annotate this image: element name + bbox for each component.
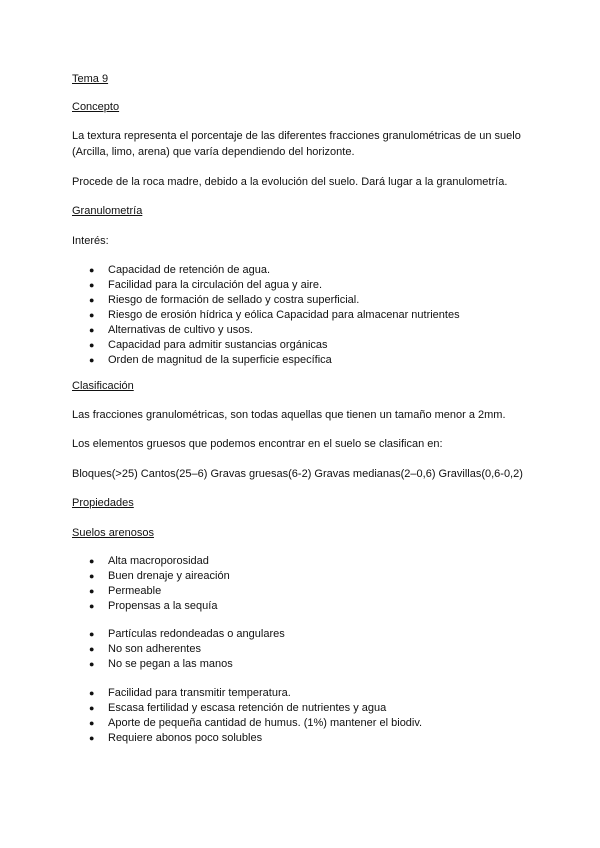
list-item: ● Capacidad de retención de agua. [89,264,271,276]
list-item: ● Buen drenaje y aireación [89,570,230,582]
list-item: ● No se pegan a las manos [89,658,233,670]
bullet-icon: ● [89,295,95,305]
bullet-icon: ● [89,718,95,728]
list-item: ● Orden de magnitud de la superficie específica [89,354,332,366]
doc-title: Tema 9 [72,73,109,85]
arenosos-list-2 [72,627,285,672]
clasificacion-paragraph-1: Las fracciones granulométricas, son todas aquellas que tienen un tamaño menor a 2mm. [72,409,506,421]
list-item: ● Requiere abonos poco solubles [89,732,263,744]
bullet-icon: ● [89,733,95,743]
bullet-icon: ● [89,556,95,566]
bullet-icon: ● [89,601,95,611]
concepto-paragraph-2: Procede de la roca madre, debido a la evolución del suelo. Dará lugar a la granulometría. [72,176,508,188]
list-item: ● Capacidad para admitir sustancias orgánicas [89,339,328,351]
bullet-icon: ● [89,688,95,698]
list-item: ● Escasa fertilidad y escasa retención de nutrientes y agua [89,702,387,714]
bullet-icon: ● [89,644,95,654]
list-item: ● Riesgo de formación de sellado y costra superficial. [89,294,360,306]
bullet-icon: ● [89,629,95,639]
clasificacion-paragraph-2: Los elementos gruesos que podemos encontrar en el suelo se clasifican en: [72,438,443,450]
list-item: ● Facilidad para transmitir temperatura. [89,687,291,699]
list-item: ● Riesgo de erosión hídrica y eólica Capacidad para almacenar nutrientes [89,309,460,321]
interes-list [72,263,460,368]
bullet-icon: ● [89,586,95,596]
propiedades-heading: Propiedades [72,497,134,509]
granulometria-heading: Granulometría [72,205,143,217]
list-item: ● Partículas redondeadas o angulares [89,628,285,640]
list-item: ● Propensas a la sequía [89,600,218,612]
list-item: ● Alternativas de cultivo y usos. [89,324,253,336]
list-item: ● Permeable [89,585,162,597]
bullet-icon: ● [89,571,95,581]
list-item: ● No son adherentes [89,643,201,655]
clasificacion-heading: Clasificación [72,380,134,392]
bullet-icon: ● [89,325,95,335]
suelos-arenosos-heading: Suelos arenosos [72,527,154,539]
bullet-icon: ● [89,265,95,275]
concepto-heading: Concepto [72,101,120,113]
list-item: ● Facilidad para la circulación del agua y aire. [89,279,323,291]
bullet-icon: ● [89,355,95,365]
bullet-icon: ● [89,280,95,290]
list-item: ● Aporte de pequeña cantidad de humus. (1%) mantener el biodiv. [89,717,423,729]
bullet-icon: ● [89,310,95,320]
bullet-icon: ● [89,703,95,713]
concepto-paragraph-line-2: (Arcilla, limo, arena) que varía dependiendo del horizonte. [72,146,355,158]
bullet-icon: ● [89,659,95,669]
arenosos-list-1 [72,554,230,614]
arenosos-list-3 [72,686,422,746]
clasificacion-paragraph-3: Bloques(>25) Cantos(25–6) Gravas gruesas(6-2) Gravas medianas(2–0,6) Gravillas(0,6-0,2) [72,468,523,480]
list-item: ● Alta macroporosidad [89,555,209,567]
concepto-paragraph-line-1: La textura representa el porcentaje de las diferentes fracciones granulométricas de un suelo [72,130,521,142]
bullet-icon: ● [89,340,95,350]
interes-label: Interés: [72,235,109,247]
